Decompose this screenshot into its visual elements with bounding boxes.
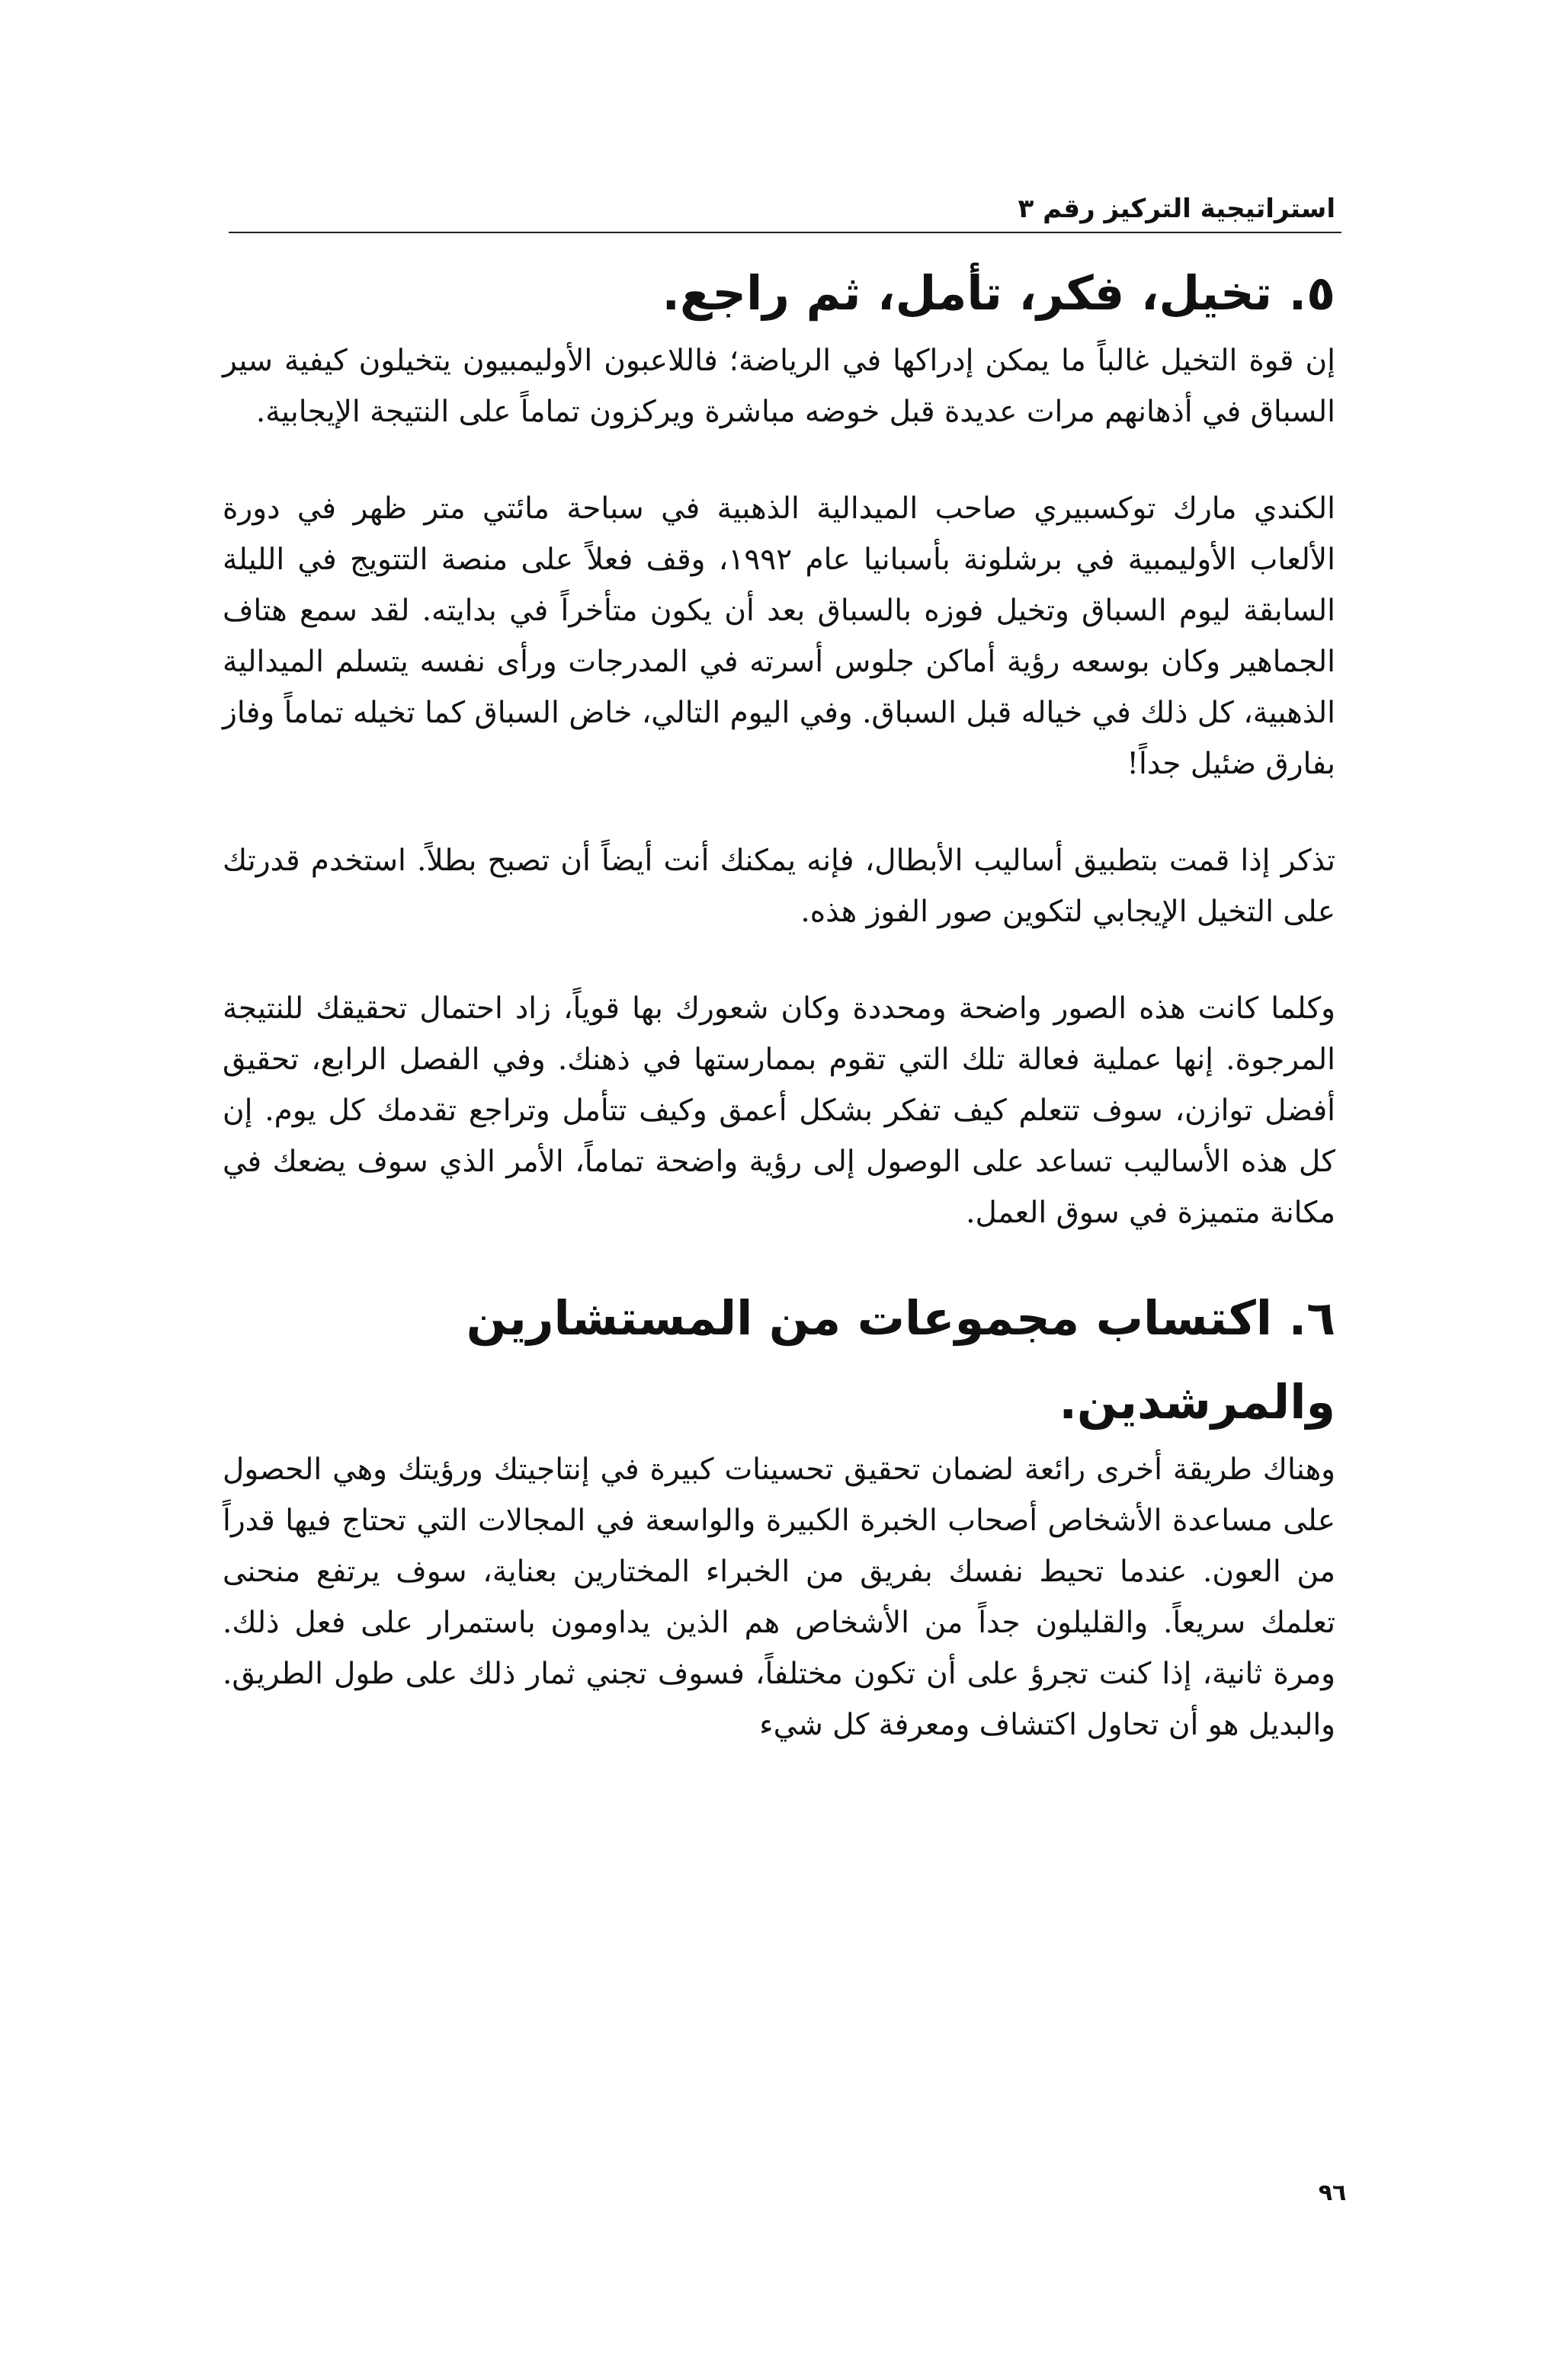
- page-number: ٩٦: [1318, 2180, 1347, 2206]
- section-6-paragraph-1: وهناك طريقة أخرى رائعة لضمان تحقيق تحسينات كبيرة في إنتاجيتك ورؤيتك وهي الحصول على مساعدة الأشخاص أصحاب الخبرة الكبيرة والواسعة في المجالات التي تحتاج فيها قدراً من العون. عندما تحيط نفسك بفريق من الخبراء المختارين بعناية، سوف يرتفع منحنى تعلمك سريعاً. والقليلون جداً من الأشخاص هم الذين يداومون باستمرار على فعل ذلك. ومرة ثانية، إذا كنت تجرؤ على أن تكون مختلفاً، فسوف تجني ثمار ذلك على طول الطريق. والبديل هو أن تحاول اكتشاف ومعرفة كل شيء: [223, 1453, 1335, 1742]
- section-5-heading: ٥. تخيل، فكر، تأمل، ثم راجع.: [662, 265, 1335, 321]
- paragraph-spacer: [223, 790, 1335, 835]
- paragraph-spacer: [223, 437, 1335, 483]
- section-5-paragraph-4: وكلما كانت هذه الصور واضحة ومحددة وكان شعورك بها قوياً، زاد احتمال تحقيقك للنتيجة المرجوة. إنها عملية فعالة تلك التي تقوم بممارستها في ذهنك. وفي الفصل الرابع، تحقيق أفضل توازن، سوف تتعلم كيف تفكر بشكل أعمق وكيف تتأمل وتراجع تقدمك كل يوم. إن كل هذه الأساليب تساعد على الوصول إلى رؤية واضحة تماماً، الأمر الذي سوف يضعك في مكانة متميزة في سوق العمل.: [223, 991, 1335, 1230]
- page-content: [223, 251, 1335, 1751]
- section-5-paragraph-2: الكندي مارك توكسبيري صاحب الميدالية الذهبية في سباحة مائتي متر ظهر في دورة الألعاب الأوليمبية في برشلونة بأسبانيا عام ١٩٩٢، وقف فعلاً على منصة التتويج في الليلة السابقة ليوم السباق وتخيل فوزه بالسباق بعد أن يكون متأخراً في بدايته. لقد سمع هتاف الجماهير وكان بوسعه رؤية أماكن جلوس أسرته في المدرجات ورأى نفسه يتسلم الميدالية الذهبية، كل ذلك في خياله قبل السباق. وفي اليوم التالي، خاض السباق كما تخيله تماماً وفاز بفارق ضئيل جداً!: [223, 492, 1335, 781]
- section-5-paragraph-3: تذكر إذا قمت بتطبيق أساليب الأبطال، فإنه يمكنك أنت أيضاً أن تصبح بطلاً. استخدم قدرتك على التخيل الإيجابي لتكوين صور الفوز هذه.: [223, 844, 1335, 929]
- section-5-paragraph-1: إن قوة التخيل غالباً ما يمكن إدراكها في الرياضة؛ فاللاعبون الأوليمبيون يتخيلون كيفية سير السباق في أذهانهم مرات عديدة قبل خوضه مباشرة ويركزون تماماً على النتيجة الإيجابية.: [223, 344, 1335, 429]
- header-rule: [229, 232, 1341, 233]
- paragraph-spacer: [223, 937, 1335, 983]
- running-header: استراتيجية التركيز رقم ٣: [1018, 194, 1335, 224]
- section-spacer: [223, 1238, 1335, 1276]
- section-6-heading: ٦. اكتساب مجموعات من المستشارين والمرشدين.: [466, 1290, 1335, 1430]
